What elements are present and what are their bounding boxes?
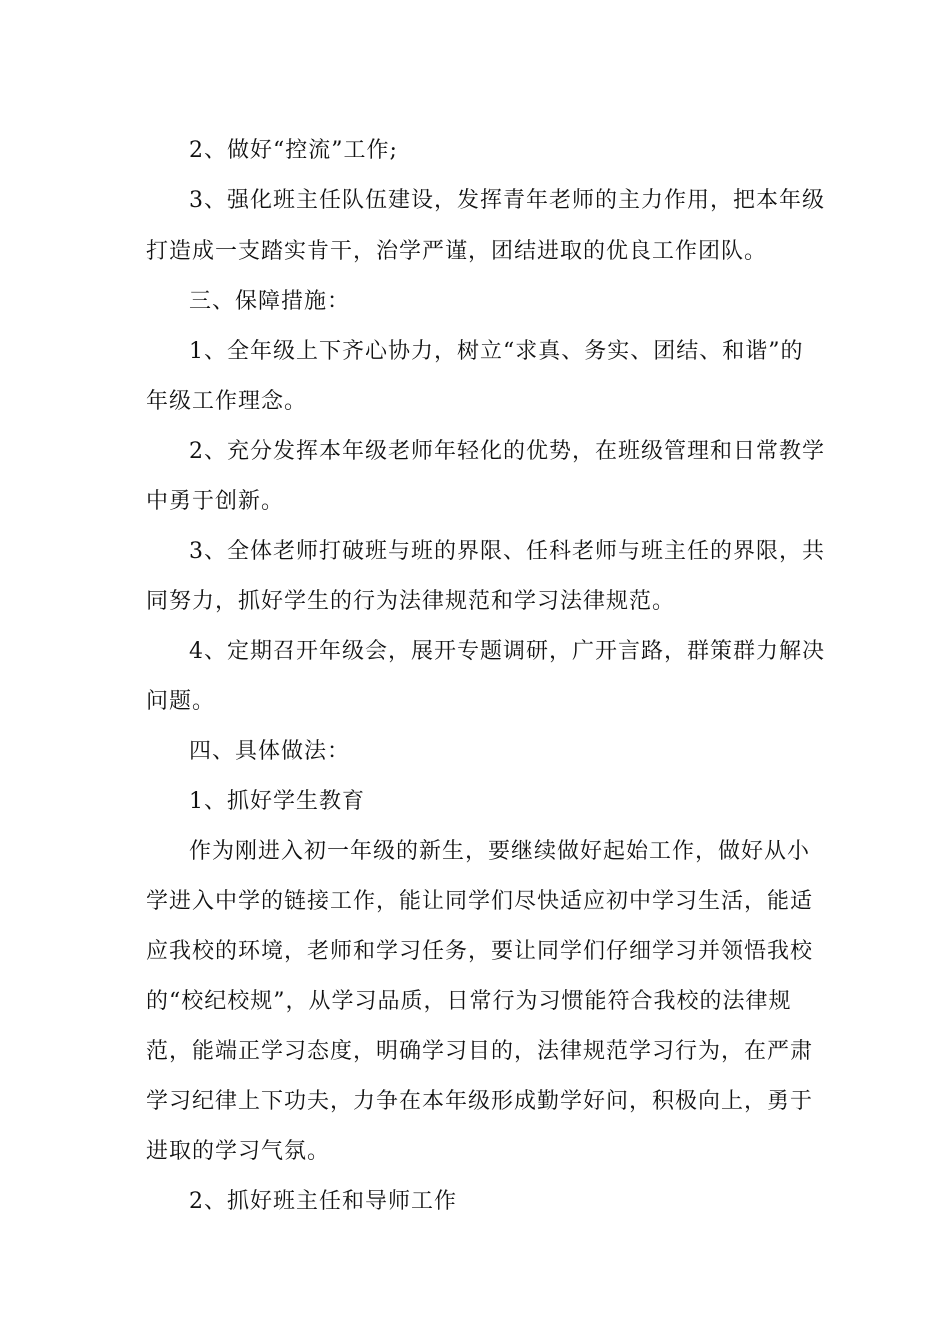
- text-line: 中勇于创新。: [146, 489, 285, 514]
- text-line: 1、全年级上下齐心协力，树立“求真、务实、团结、和谐”的: [189, 339, 804, 364]
- text-line: 3、全体老师打破班与班的界限、任科老师与班主任的界限，共: [189, 539, 825, 564]
- section-heading: 三、保障措施：: [189, 289, 351, 314]
- text-line: 4、定期召开年级会，展开专题调研，广开言路，群策群力解决: [189, 639, 825, 664]
- text-line: 应我校的环境，老师和学习任务，要让同学们仔细学习并领悟我校: [146, 939, 814, 964]
- text-line: 进取的学习气氛。: [146, 1139, 331, 1164]
- text-line: 2、做好“控流”工作;: [189, 138, 398, 163]
- text-line: 学进入中学的链接工作，能让同学们尽快适应初中学习生活，能适: [146, 889, 814, 914]
- text-line: 3、强化班主任队伍建设，发挥青年老师的主力作用，把本年级: [189, 188, 825, 213]
- text-line: 的“校纪校规”，从学习品质，日常行为习惯能符合我校的法律规: [146, 989, 792, 1014]
- subsection-heading: 1、抓好学生教育: [189, 789, 365, 814]
- text-line: 2、充分发挥本年级老师年轻化的优势，在班级管理和日常教学: [189, 439, 825, 464]
- text-line: 学习纪律上下功夫，力争在本年级形成勤学好问，积极向上，勇于: [146, 1089, 814, 1114]
- text-line: 作为刚进入初一年级的新生，要继续做好起始工作，做好从小: [189, 839, 811, 864]
- text-line: 范，能端正学习态度，明确学习目的，法律规范学习行为，在严肃: [146, 1039, 814, 1064]
- section-heading: 四、具体做法：: [189, 739, 351, 764]
- text-line: 问题。: [146, 689, 216, 714]
- subsection-heading: 2、抓好班主任和导师工作: [189, 1189, 457, 1214]
- text-line: 打造成一支踏实肯干，治学严谨，团结进取的优良工作团队。: [146, 239, 768, 264]
- text-line: 同努力，抓好学生的行为法律规范和学习法律规范。: [146, 589, 676, 614]
- text-line: 年级工作理念。: [146, 389, 308, 414]
